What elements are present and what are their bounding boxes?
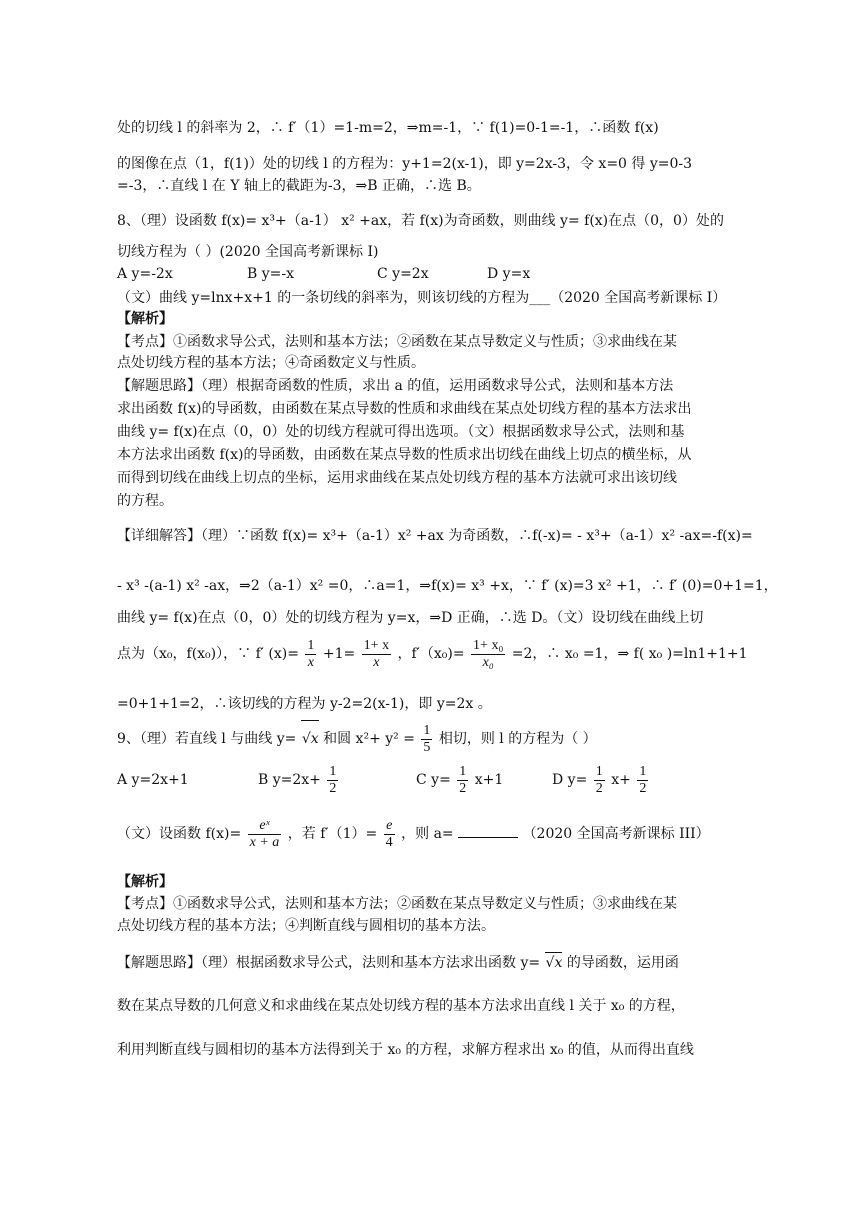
text: B y=2x+ (258, 772, 321, 788)
q9-wen-line (117, 816, 710, 852)
numerator: 1+ x (363, 637, 390, 653)
denominator: 5 (423, 739, 431, 755)
text: （文）设函数 f(x)= (117, 826, 242, 842)
silu-line (117, 952, 679, 973)
question-8-line-1: 8、（理）设函数 f(x)= x³+（a-1） x² +ax，若 f(x)为奇函数，则曲线 y= f(x)在点（0，0）处的 (117, 213, 724, 229)
q8-wen: （文）曲线 y=lnx+x+1 的一条切线的斜率为，则该切线的方程为___（2020 全国高考新课标 I） (117, 290, 727, 306)
q8-option-a: A y=-2x (117, 266, 173, 282)
denominator: x + a (249, 834, 280, 850)
detail-line-fractions (117, 636, 748, 672)
text: =2，∴ x₀ =1，⇒ f( x₀ )=ln1+1+1 (511, 646, 748, 662)
silu-line: 利用判断直线与圆相切的基本方法得到关于 x₀ 的方程，求解方程求出 x₀ 的值，从而得出直线 (117, 1042, 694, 1058)
silu-line: 求出函数 f(x)的导函数，由函数在某点导数的性质和求曲线在某点处切线方程的基本方法求出 (117, 401, 692, 417)
kaodian-line: 点处切线方程的基本方法；④判断直线与圆相切的基本方法。 (117, 918, 495, 934)
denominator: 2 (639, 780, 647, 796)
text-line: =-3，∴直线 l 在 Y 轴上的截距为-3，⇒B 正确，∴选 B。 (117, 178, 481, 194)
fraction (384, 818, 395, 851)
numerator: 1 (329, 763, 337, 779)
sqrt-x: √x (545, 952, 563, 973)
text: 9、（理）若直线 l 与曲线 y= (117, 731, 297, 747)
denominator: 2 (329, 780, 337, 796)
numerator: 1 (307, 637, 315, 653)
denominator: 4 (385, 834, 393, 850)
silu-line: 本方法求出函数 f(x)的导函数，由函数在某点导数的性质求出切线在曲线上切点的横坐标，从 (117, 447, 692, 463)
q8-option-b: B y=-x (247, 266, 295, 282)
silu-line: 而得到切线在曲线上切点的坐标，运用求曲线在某点处切线方程的基本方法就可求出该切线 (117, 470, 677, 486)
text: ，f′（x₀)= (397, 646, 465, 662)
text: 点为（x₀，f(x₀)），∵ f′ (x)= (117, 646, 299, 662)
kaodian-line: 【考点】①函数求导公式，法则和基本方法；②函数在某点导数定义与性质；③求曲线在某 (117, 334, 677, 350)
text: （2020 全国高考新课标 III） (522, 826, 710, 842)
fraction (637, 764, 648, 797)
fraction (248, 818, 282, 851)
fraction (594, 764, 605, 797)
question-8-line-2: 切线方程为（ ）(2020 全国高考新课标 I) (117, 244, 379, 260)
silu-line: 曲线 y= f(x)在点（0，0）处的切线方程就可得出选项。（文）根据函数求导公式，法则和基 (117, 424, 685, 440)
silu-line: 数在某点导数的几何意义和求曲线在某点处切线方程的基本方法求出直线 l 关于 x₀ 的方程， (117, 998, 685, 1014)
detail-line: 曲线 y= f(x)在点（0，0）处的切线方程为 y=x，⇒D 正确，∴选 D。（文）设切线在曲线上切 (117, 610, 704, 626)
silu-line: 的方程。 (117, 493, 173, 509)
numerator: e (384, 818, 395, 835)
radicand: x (310, 731, 319, 747)
q8-option-c: C y=2x (377, 266, 429, 282)
text: 【解题思路】（理）根据函数求导公式，法则和基本方法求出函数 y= (117, 955, 541, 971)
text: x+ (611, 772, 631, 788)
kaodian-line: 点处切线方程的基本方法；④奇函数定义与性质。 (117, 355, 425, 371)
jiexi-heading: 【解析】 (117, 874, 173, 890)
text: 相切，则 l 的方程为（ ） (438, 731, 597, 747)
detail-line: 【详细解答】（理）∵函数 f(x)= x³+（a-1）x² +ax 为奇函数，∴f(-x)= - x³+（a-1）x² -ax=-f(x)= (117, 528, 753, 544)
text: 和圆 x²+ y² = (323, 731, 415, 747)
q9-option-c (416, 762, 503, 798)
jiexi-heading: 【解析】 (117, 311, 173, 327)
text: ，若 f′（1）= (287, 826, 378, 842)
q9-option-b (258, 762, 340, 798)
fraction (362, 638, 391, 671)
fraction (327, 764, 338, 797)
numerator: 1 (459, 763, 467, 779)
fraction (457, 764, 468, 797)
text: x+1 (474, 772, 504, 788)
detail-line: - x³ -(a-1) x² -ax，⇒2（a-1）x² =0，∴a=1，⇒f(x)= x³ +x，∵ f′ (x)=3 x² +1，∴ f′ (0)=0+1=1， (117, 578, 778, 594)
text: D y= (552, 772, 588, 788)
detail-line: =0+1+1=2，∴该切线的方程为 y-2=2(x-1)，即 y=2x 。 (117, 696, 492, 712)
denominator: 2 (459, 780, 467, 796)
numerator: 1 (595, 763, 603, 779)
radicand: x (554, 955, 563, 971)
text-line: 处的切线 l 的斜率为 2，∴ f′（1）=1-m=2，⇒m=-1，∵ f(1)=0-1=-1，∴函数 f(x) (117, 120, 659, 136)
text: ，则 a= (401, 826, 454, 842)
denominator: 2 (595, 780, 603, 796)
numerator: 1 (423, 722, 431, 738)
text-line: 的图像在点（1，f(1)）处的切线 l 的方程为：y+1=2(x-1)，即 y=2x-3，令 x=0 得 y=0-3 (117, 156, 693, 172)
sqrt-x: √x (301, 720, 319, 757)
fraction (305, 638, 316, 671)
denominator: x₀ (482, 654, 494, 670)
answer-blank[interactable] (458, 825, 518, 838)
numerator: 1 (639, 763, 647, 779)
q8-option-d: D y=x (487, 266, 531, 282)
numerator: eˣ (248, 818, 282, 835)
q9-option-d (552, 762, 650, 798)
question-9-line (117, 720, 597, 757)
numerator: 1+ x₀ (473, 637, 504, 653)
kaodian-line: 【考点】①函数求导公式，法则和基本方法；②函数在某点导数定义与性质；③求曲线在某 (117, 896, 677, 912)
text: C y= (416, 772, 451, 788)
denominator: x (373, 654, 380, 670)
fraction (421, 723, 432, 756)
silu-line: 【解题思路】（理）根据奇函数的性质，求出 a 的值，运用函数求导公式，法则和基本方法 (117, 378, 674, 394)
q9-option-a: A y=2x+1 (117, 772, 189, 788)
fraction (471, 638, 505, 671)
text: +1= (322, 646, 356, 662)
denominator: x (307, 654, 314, 670)
text: 的导函数，运用函 (566, 955, 679, 971)
